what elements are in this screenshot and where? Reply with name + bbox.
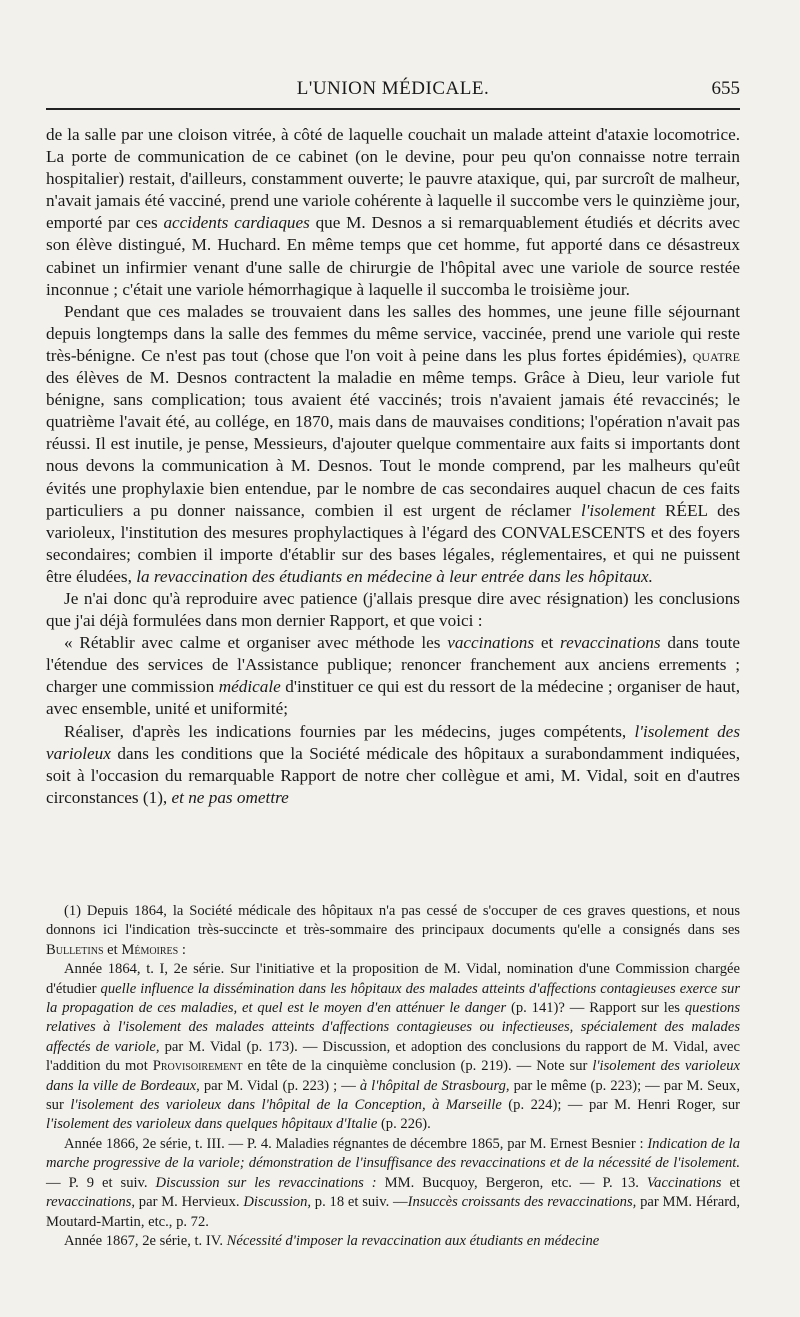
footnotes [46,902,740,1251]
running-header [46,78,740,104]
footnote-1864: Année 1864, t. I, 2e série. Sur l'initiative et la proposition de M. Vidal, nomination d'une Commission chargée d'étudier quelle influence la dissémination dans les hôpitaux des malades atteints d'affections contagieuses exerce sur la propagation de ces maladies, et quel est le moyen d'en atténuer le danger (p. 141)? — Rapport sur les questions relatives à l'isolement des malades atteints d'affections contagieuses ou infectieuses, spécialement des malades affectés de variole, par M. Vidal (p. 173). — Discussion, et adoption des conclusions du rapport de M. Vidal, avec l'addition du mot Provisoirement en tête de la cinquième conclusion (p. 219). — Note sur l'isolement des varioleux dans la ville de Bordeaux, par M. Vidal (p. 223) ; — à l'hôpital de Strasbourg, par le même (p. 223); — par M. Seux, sur l'isolement des varioleux dans l'hôpital de la Conception, à Marseille (p. 224); — par M. Henri Roger, sur l'isolement des varioleux dans quelques hôpitaux d'Italie (p. 226). [46,961,740,1133]
paragraph-4: « Rétablir avec calme et organiser avec méthode les vaccinations et revaccinations dans toute l'étendue des services de l'Assistance publique; renoncer franchement aux anciens errements ; charger une commission médicale d'instituer ce qui est du ressort de la médecine ; organiser de haut, avec ensemble, unité et uniformité; [46,633,741,719]
paragraph-2: Pendant que ces malades se trouvaient dans les salles des hommes, une jeune fille séjournant depuis longtemps dans la salle des femmes du même service, vaccinée, prend une variole qui reste très-bénigne. Ce n'est pas tout (chose que l'on voit à peine dans les plus fortes épidémies), quatre des élèves de M. Desnos contractent la maladie en même temps. Grâce à Dieu, leur variole fut bénigne, sans complication; tous avaient été vaccinés; trois n'avaient jamais été revaccinés; le quatrième l'avait été, au collége, en 1870, mais dans de mauvaises conditions; l'opération n'avait pas réussi. Il est inutile, je pense, Messieurs, d'ajouter quelque commentaire aux faits si importants dont nous devons la communication à M. Desnos. Tout le monde comprend, par les malheurs qu'eût évités une prophylaxie bien entendue, par le nombre de cas secondaires auquel chacun de ces faits particuliers a pu donner naissance, combien il est urgent de réclamer l'isolement RÉEL des varioleux, l'institution des mesures prophylactiques à l'égard des CONVALESCENTS et des foyers secondaires; combien il importe d'établir sur des bases légales, réglementaires, et qui ne puissent être éludées, la revaccination des étudiants en médecine à leur entrée dans les hôpitaux. [46,301,741,586]
paragraph-1: de la salle par une cloison vitrée, à côté de laquelle couchait un malade atteint d'ataxie locomotrice. La porte de communication de ce cabinet (on le devine, pour peu qu'on connaisse notre terrain hospitalier) restait, d'ailleurs, constamment ouverte; le pauvre ataxique, qui, par surcroît de malheur, n'avait jamais été vacciné, prend une variole cohérente à laquelle il succombe vers le quinzième jour, emporté par ces accidents cardiaques que M. Desnos a si remarquablement étudiés et décrits avec son élève distingué, M. Huchard. En même temps que cet homme, fut apporté dans ce désastreux cabinet un infirmier venant d'une salle de chirurgie de l'hôpital avec une variole de source restée inconnue ; c'était une variole hémorrhagique à laquelle il succomba le troisième jour. [46,125,740,299]
paragraph-3: Je n'ai donc qu'à reproduire avec patience (j'allais presque dire avec résignation) les conclusions que j'ai déjà formulées dans mon dernier Rapport, et que voici : [46,588,740,631]
footnote-1: (1) Depuis 1864, la Société médicale des hôpitaux n'a pas cessé de s'occuper de ces graves questions, et nous donnons ici l'indication très-succincte et très-sommaire des principaux documents qu'elle a consignés dans ses Bulletins et Mémoires : [46,903,740,958]
footnote-1867: Année 1867, 2e série, t. IV. Nécessité d'imposer la revaccination aux étudiants en médecine [64,1232,600,1249]
running-title: L'UNION MÉDICALE. [296,78,490,99]
header-rule [46,108,740,110]
page-number: 655 [711,78,740,99]
paragraph-5: Réaliser, d'après les indications fournies par les médecins, juges compétents, l'isolement des varioleux dans les conditions que la Société médicale des hôpitaux a surabondamment indiquées, soit à l'occasion du remarquable Rapport de notre cher collègue et ami, M. Vidal, soit en d'autres circonstances (1), et ne pas omettre [46,721,741,807]
main-text [46,124,740,809]
footnote-1866: Année 1866, 2e série, t. III. — P. 4. Maladies régnantes de décembre 1865, par M. Ernest Besnier : Indication de la marche progressive de la variole; démonstration de l'insuffisance des revaccinations et de la nécessité de l'isolement. — P. 9 et suiv. Discussion sur les revaccinations : MM. Bucquoy, Bergeron, etc. — P. 13. Vaccinations et revaccinations, par M. Hervieux. Discussion, p. 18 et suiv. —Insuccès croissants des revaccinations, par MM. Hérard, Moutard-Martin, etc., p. 72. [46,1135,741,1230]
